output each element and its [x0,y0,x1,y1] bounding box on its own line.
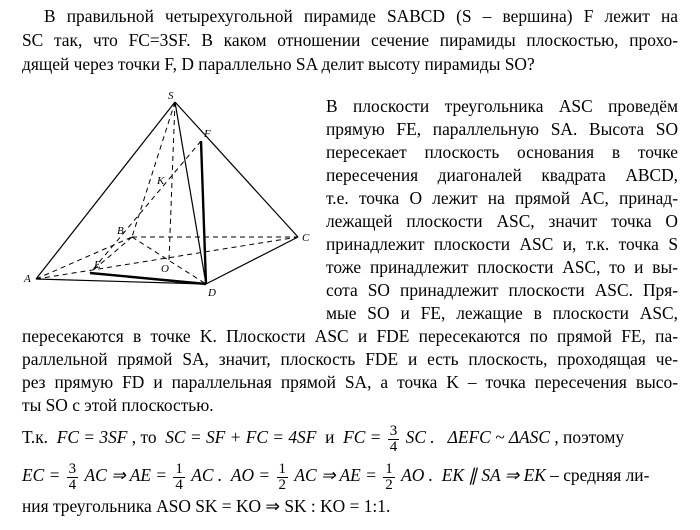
formula-2-ao-2: AO . [401,465,433,485]
height-SO [169,102,175,260]
problem-line-1: В правильной четырехугольной пирамиде SABCD (S – вершина) F лежит на [44,6,678,26]
solution-line-5: т.е. точка O лежит на прямой AC, принад- [326,188,678,208]
label-A: A [24,273,31,285]
solution-line-1: В плоскости треугольника ASC проведём [326,96,678,116]
label-E: E [94,259,101,271]
label-S: S [168,90,174,102]
label-C: C [302,232,310,244]
edge-SD [175,102,206,284]
fraction-1-2: $\frac{1}{2}$ [278,460,287,493]
solution-line-4: пересечения диагоналей квадрата ABCD, [326,165,678,185]
solution-line-8: тоже принадлежит плоскости ASC, то и вы- [326,257,678,277]
solution-line-11: пересекаются в точке K. Плоскости ASC и FDE пересекаются по прямой FE, па- [22,326,678,346]
label-F: F [204,128,211,140]
formula-1-sc: SC . [405,427,435,447]
formula-line-2 [22,458,649,493]
label-D: D [208,287,216,299]
problem-line-3: дящей через точки F, D параллельно SA делит высоту пирамиды SO? [22,54,535,74]
fraction-1-4: $\frac{1}{4}$ [175,460,183,493]
solution-line-14: ты SO с этой плоскостью. [22,395,214,415]
solution-line-13: рез прямую FD и параллельная прямой SA, а точка K – точка пересечения высо- [22,372,678,392]
formula-1-similar: ΔEFC ~ ΔASC [447,427,550,447]
formula-2-ac-ae-2: AC ⇒ AE = [294,465,377,485]
solution-line-10: мые SO и FE, лежащие в плоскости ASC, [326,303,678,323]
label-K: K [157,175,165,187]
solution-line-6: лежащей плоскости ASC, значит точка O [326,211,678,231]
fraction-1-2-b: $\frac{1}{2}$ [385,460,393,493]
formula-1-text-a: Т.к. [22,427,49,447]
pyramid-figure [20,88,330,308]
formula-2-ao: AO = [230,465,271,485]
formula-1-text-k: , поэтому [554,427,625,447]
formula-1-text-e: и [325,427,335,447]
edge-AB [36,237,132,279]
solution-line-9: сота SO принадлежит плоскости ASC. Пря- [326,280,678,300]
formula-1-fc: FC = [343,427,382,447]
solution-line-3: пересекает плоскость основания в точке [326,142,678,162]
formula-line-3: ния треугольника ASO SK = KO ⇒ SK : KO = 1:1. [22,496,391,516]
formula-1-text-c: , то [131,427,157,447]
formula-2-text-p: – средняя ли- [550,465,650,485]
label-O: O [161,263,169,275]
formula-1-sc-eq: SC = SF + FC = 4SF [165,427,317,447]
solution-line-7: принадлежит плоскости ASC и, т.к. точка S [326,234,678,254]
solution-line-2: прямую FE, параллельную SA. Высота SO [326,119,678,139]
segment-FE [90,141,201,273]
fraction-3-4-b: $\frac{3}{4}$ [68,460,77,493]
fraction-3-4: $\frac{3}{4}$ [389,422,398,455]
edge-SB [132,102,175,237]
formula-2-ac-ae: AC ⇒ AE = [84,465,168,485]
formula-2-ek: EK ∥ SA ⇒ EK [441,465,546,485]
problem-line-2: SC так, что FC=3SF. В каком отношении сечение пирамиды плоскостью, прохо- [22,30,678,50]
edge-SC [175,102,298,237]
edge-SA [36,102,175,279]
formula-1-fc-eq: FC = 3SF [56,427,128,447]
formula-2-ac: AC . [191,465,223,485]
solution-line-12: раллельной прямой SA, значит, плоскость FDE и есть плоскость, проходящая че- [22,349,678,369]
label-B: B [117,225,124,237]
formula-line-1 [22,420,624,455]
formula-2-ec: EC = [22,465,61,485]
